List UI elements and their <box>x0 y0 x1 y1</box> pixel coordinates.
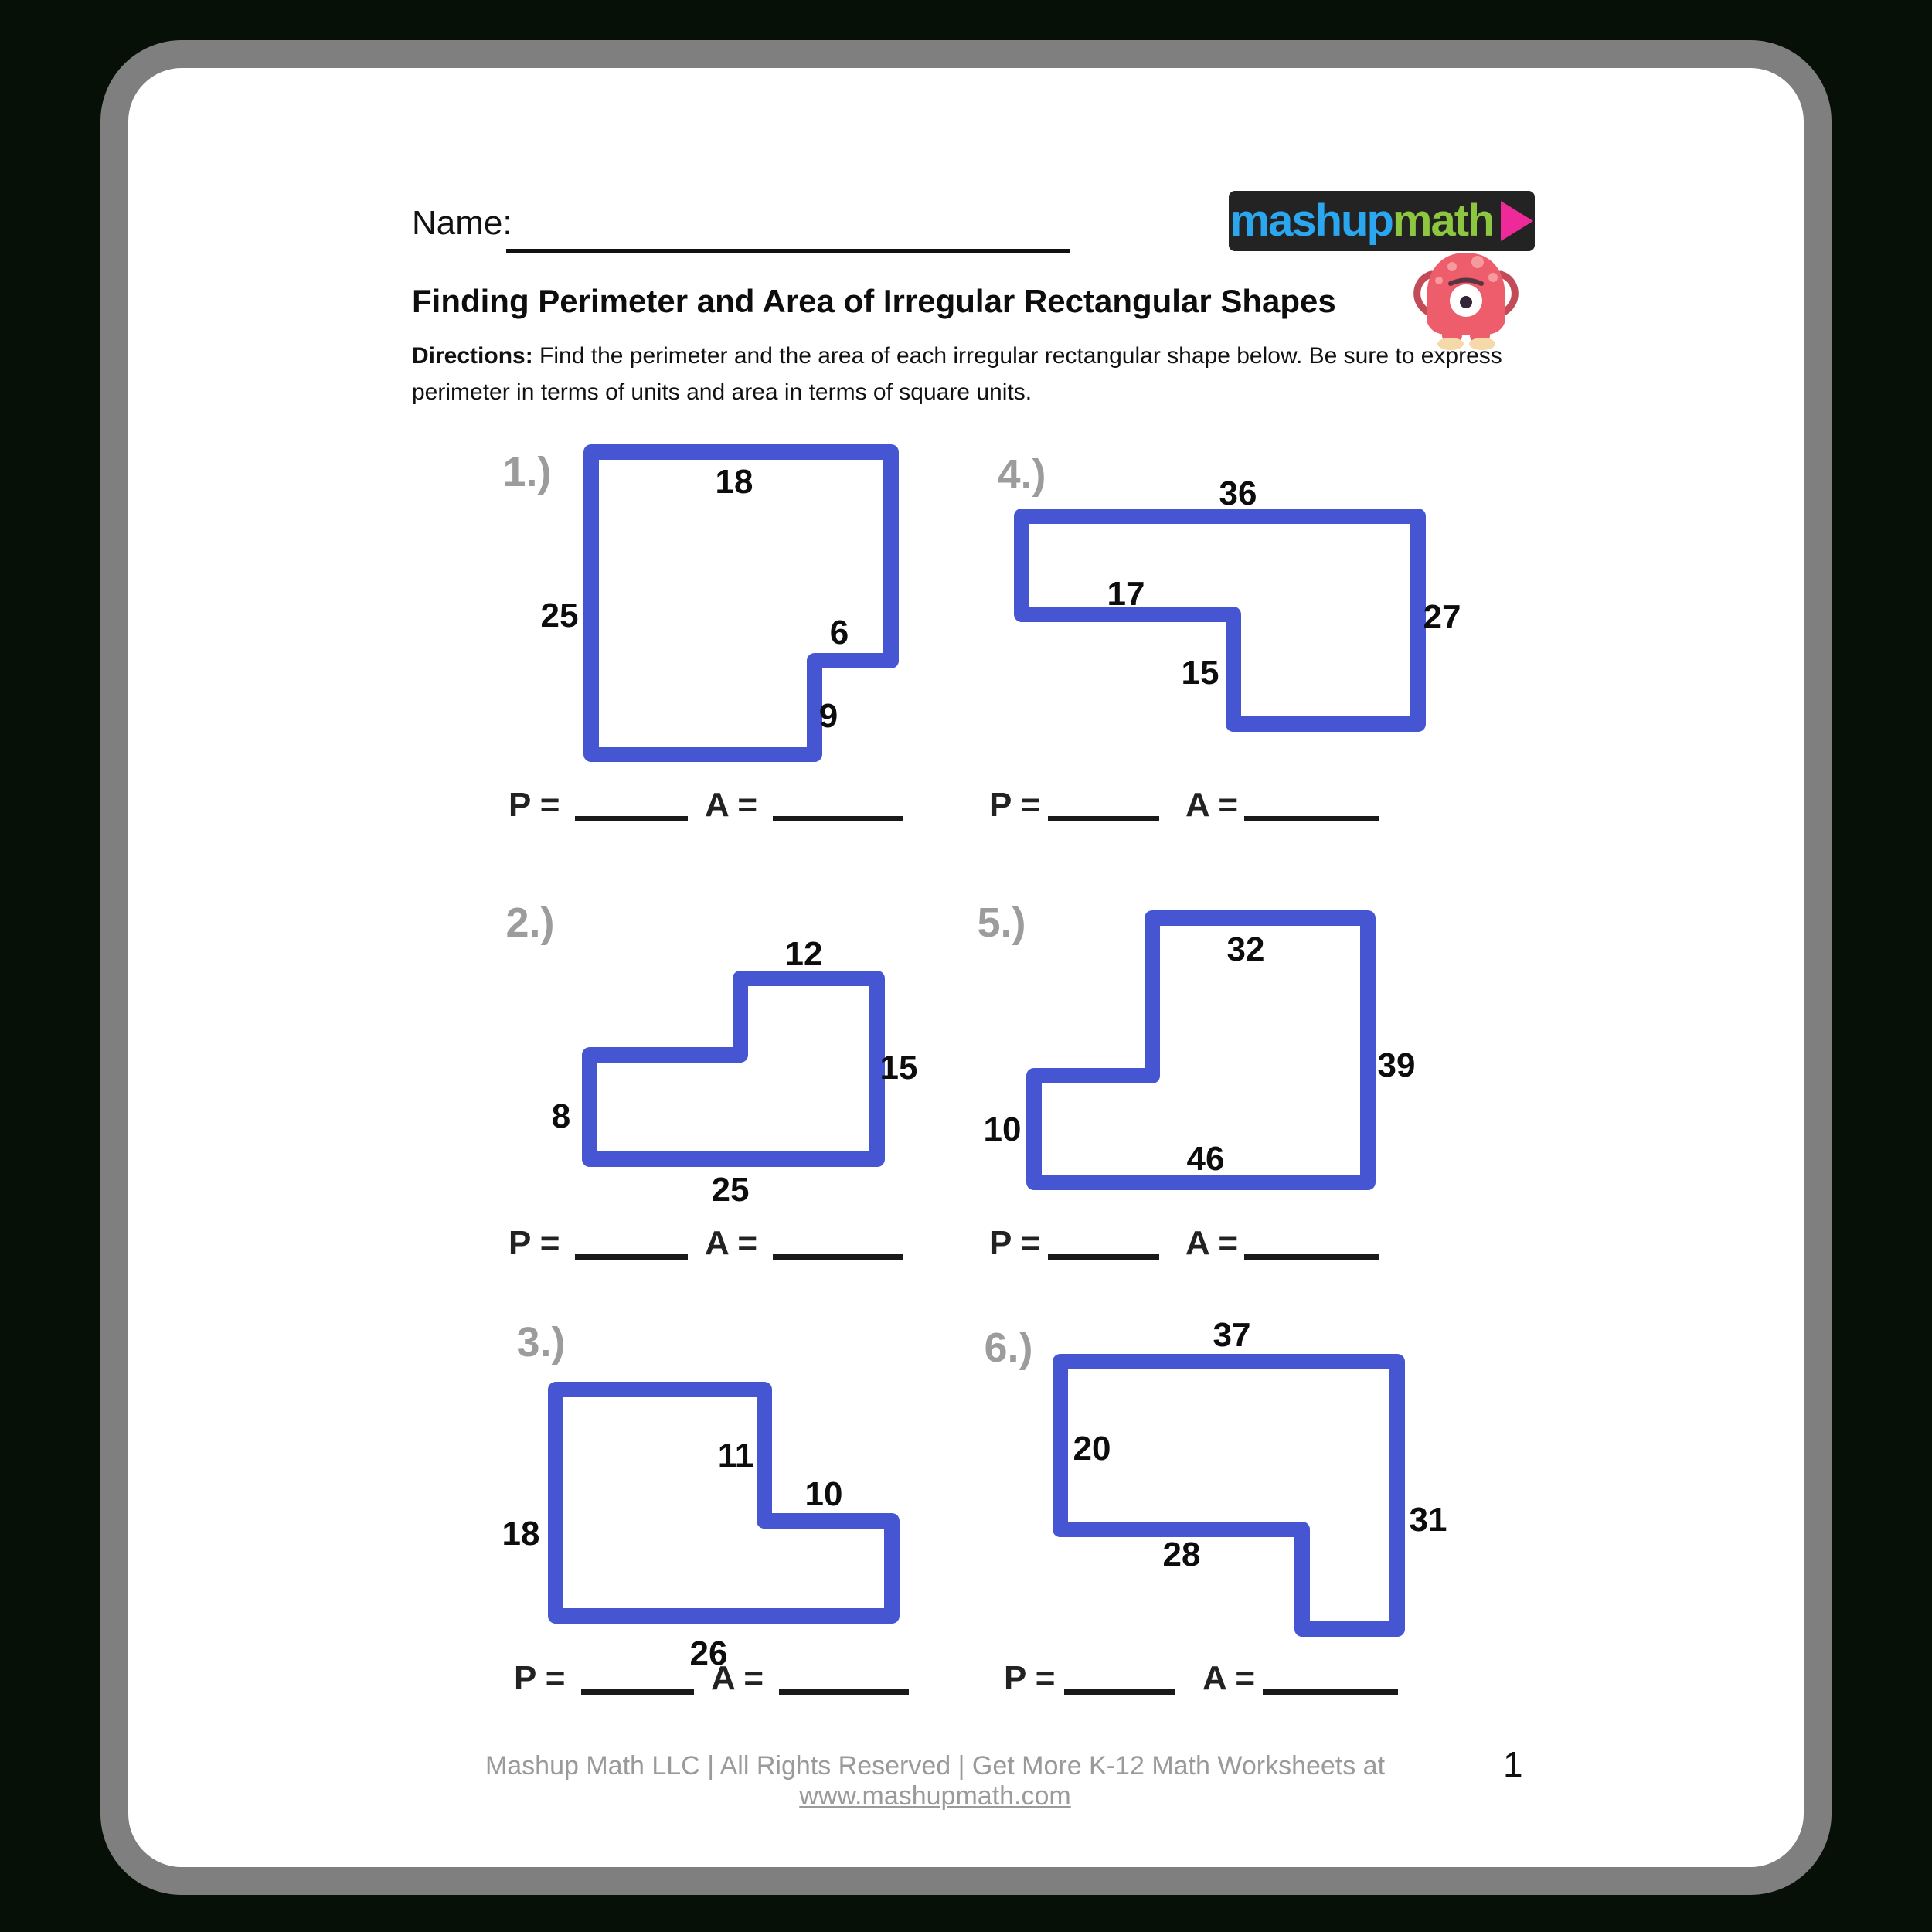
problem-2-dim-bottom: 25 <box>711 1171 750 1209</box>
problem-5-dim-right: 39 <box>1377 1046 1416 1084</box>
problem-1-dim-step-height: 9 <box>818 697 838 735</box>
footer-link[interactable]: www.mashupmath.com <box>799 1781 1071 1811</box>
play-triangle-icon <box>1501 201 1533 241</box>
problem-6-dim-inner-width: 28 <box>1162 1536 1201 1573</box>
problem-5-number: 5.) <box>977 900 1026 946</box>
problem-1-a-blank[interactable] <box>773 810 903 821</box>
problem-4-dim-inner-height: 15 <box>1181 654 1219 692</box>
problem-6-a-blank[interactable] <box>1263 1683 1398 1695</box>
problem-3-p-blank[interactable] <box>581 1683 694 1695</box>
problem-4-dim-top: 36 <box>1219 474 1257 512</box>
directions-label: Directions: <box>412 343 533 369</box>
problem-6-a-label: A = <box>1202 1659 1256 1697</box>
page-title: Finding Perimeter and Area of Irregular Rectangular Shapes <box>412 283 1336 319</box>
problem-5-a-label: A = <box>1185 1224 1239 1262</box>
problem-2-number: 2.) <box>505 900 555 946</box>
problem-6-dim-right: 31 <box>1409 1501 1447 1539</box>
problem-1-dim-step-width: 6 <box>829 614 849 651</box>
problem-3-dim-bottom: 26 <box>689 1634 728 1672</box>
problem-3-a-blank[interactable] <box>779 1683 909 1695</box>
problem-1-a-label: A = <box>705 786 758 824</box>
problem-6-number: 6.) <box>984 1325 1033 1371</box>
problem-4-a-label: A = <box>1185 786 1239 824</box>
name-blank-line[interactable] <box>506 207 1070 253</box>
problem-2-shape <box>574 963 893 1175</box>
problem-5-dim-left: 10 <box>983 1111 1022 1148</box>
problem-6-dim-top: 37 <box>1213 1316 1251 1354</box>
problem-3-dim-step-height: 11 <box>717 1437 754 1475</box>
problem-1-number: 1.) <box>502 449 552 495</box>
problem-5-a-blank[interactable] <box>1244 1248 1379 1260</box>
problem-4-p-blank[interactable] <box>1048 810 1159 821</box>
problem-1-dim-top: 18 <box>715 463 753 501</box>
problem-4-dim-inner-width: 17 <box>1107 575 1145 613</box>
page-number: 1 <box>1503 1744 1523 1784</box>
problem-3-a-label: A = <box>711 1659 764 1697</box>
problem-4-shape <box>1006 501 1434 740</box>
problem-4-p-label: P = <box>989 786 1041 824</box>
problem-2-a-blank[interactable] <box>773 1248 903 1260</box>
monster-mascot-icon <box>1408 243 1524 352</box>
problem-6-p-label: P = <box>1004 1659 1056 1697</box>
problem-5-dim-top: 32 <box>1226 930 1265 968</box>
problem-3-dim-step-width: 10 <box>804 1475 843 1513</box>
problem-2-a-label: A = <box>705 1224 758 1262</box>
problem-3-number: 3.) <box>516 1319 566 1366</box>
logo-word-math: math <box>1392 196 1494 246</box>
directions-line1: Find the perimeter and the area of each irregular rectangular shape below. Be sure to express <box>539 343 1502 369</box>
directions-line2: perimeter in terms of units and area in terms of square units. <box>412 379 1032 405</box>
problem-1-p-blank[interactable] <box>575 810 688 821</box>
problem-4-a-blank[interactable] <box>1244 810 1379 821</box>
logo-word-mashup: mashup <box>1230 196 1393 246</box>
mashupmath-logo <box>1229 191 1535 251</box>
problem-2-p-label: P = <box>509 1224 560 1262</box>
problem-4-number: 4.) <box>997 451 1046 498</box>
problem-5-p-label: P = <box>989 1224 1041 1262</box>
footer-text: Mashup Math LLC | All Rights Reserved | Get More K-12 Math Worksheets at <box>485 1751 1386 1781</box>
problem-6-p-blank[interactable] <box>1064 1683 1175 1695</box>
directions-text <box>412 338 1509 410</box>
problem-5-p-blank[interactable] <box>1048 1248 1159 1260</box>
problem-6-shape <box>1045 1346 1413 1645</box>
shape-outline <box>590 978 877 1159</box>
shape-outline <box>1060 1362 1397 1629</box>
footer <box>371 1751 1499 1811</box>
problem-4-dim-right: 27 <box>1423 598 1461 636</box>
problem-6-dim-left: 20 <box>1073 1430 1111 1468</box>
problem-2-dim-top: 12 <box>784 935 823 973</box>
problem-3-p-label: P = <box>514 1659 566 1697</box>
name-label: Name: <box>412 204 512 242</box>
problem-2-p-blank[interactable] <box>575 1248 688 1260</box>
problem-2-dim-left: 8 <box>551 1097 571 1135</box>
problem-1-dim-left: 25 <box>540 597 579 634</box>
problem-2-dim-right: 15 <box>879 1049 918 1087</box>
problem-1-p-label: P = <box>509 786 560 824</box>
problem-5-dim-bottom: 46 <box>1186 1140 1225 1178</box>
problem-3-dim-left: 18 <box>502 1515 540 1553</box>
